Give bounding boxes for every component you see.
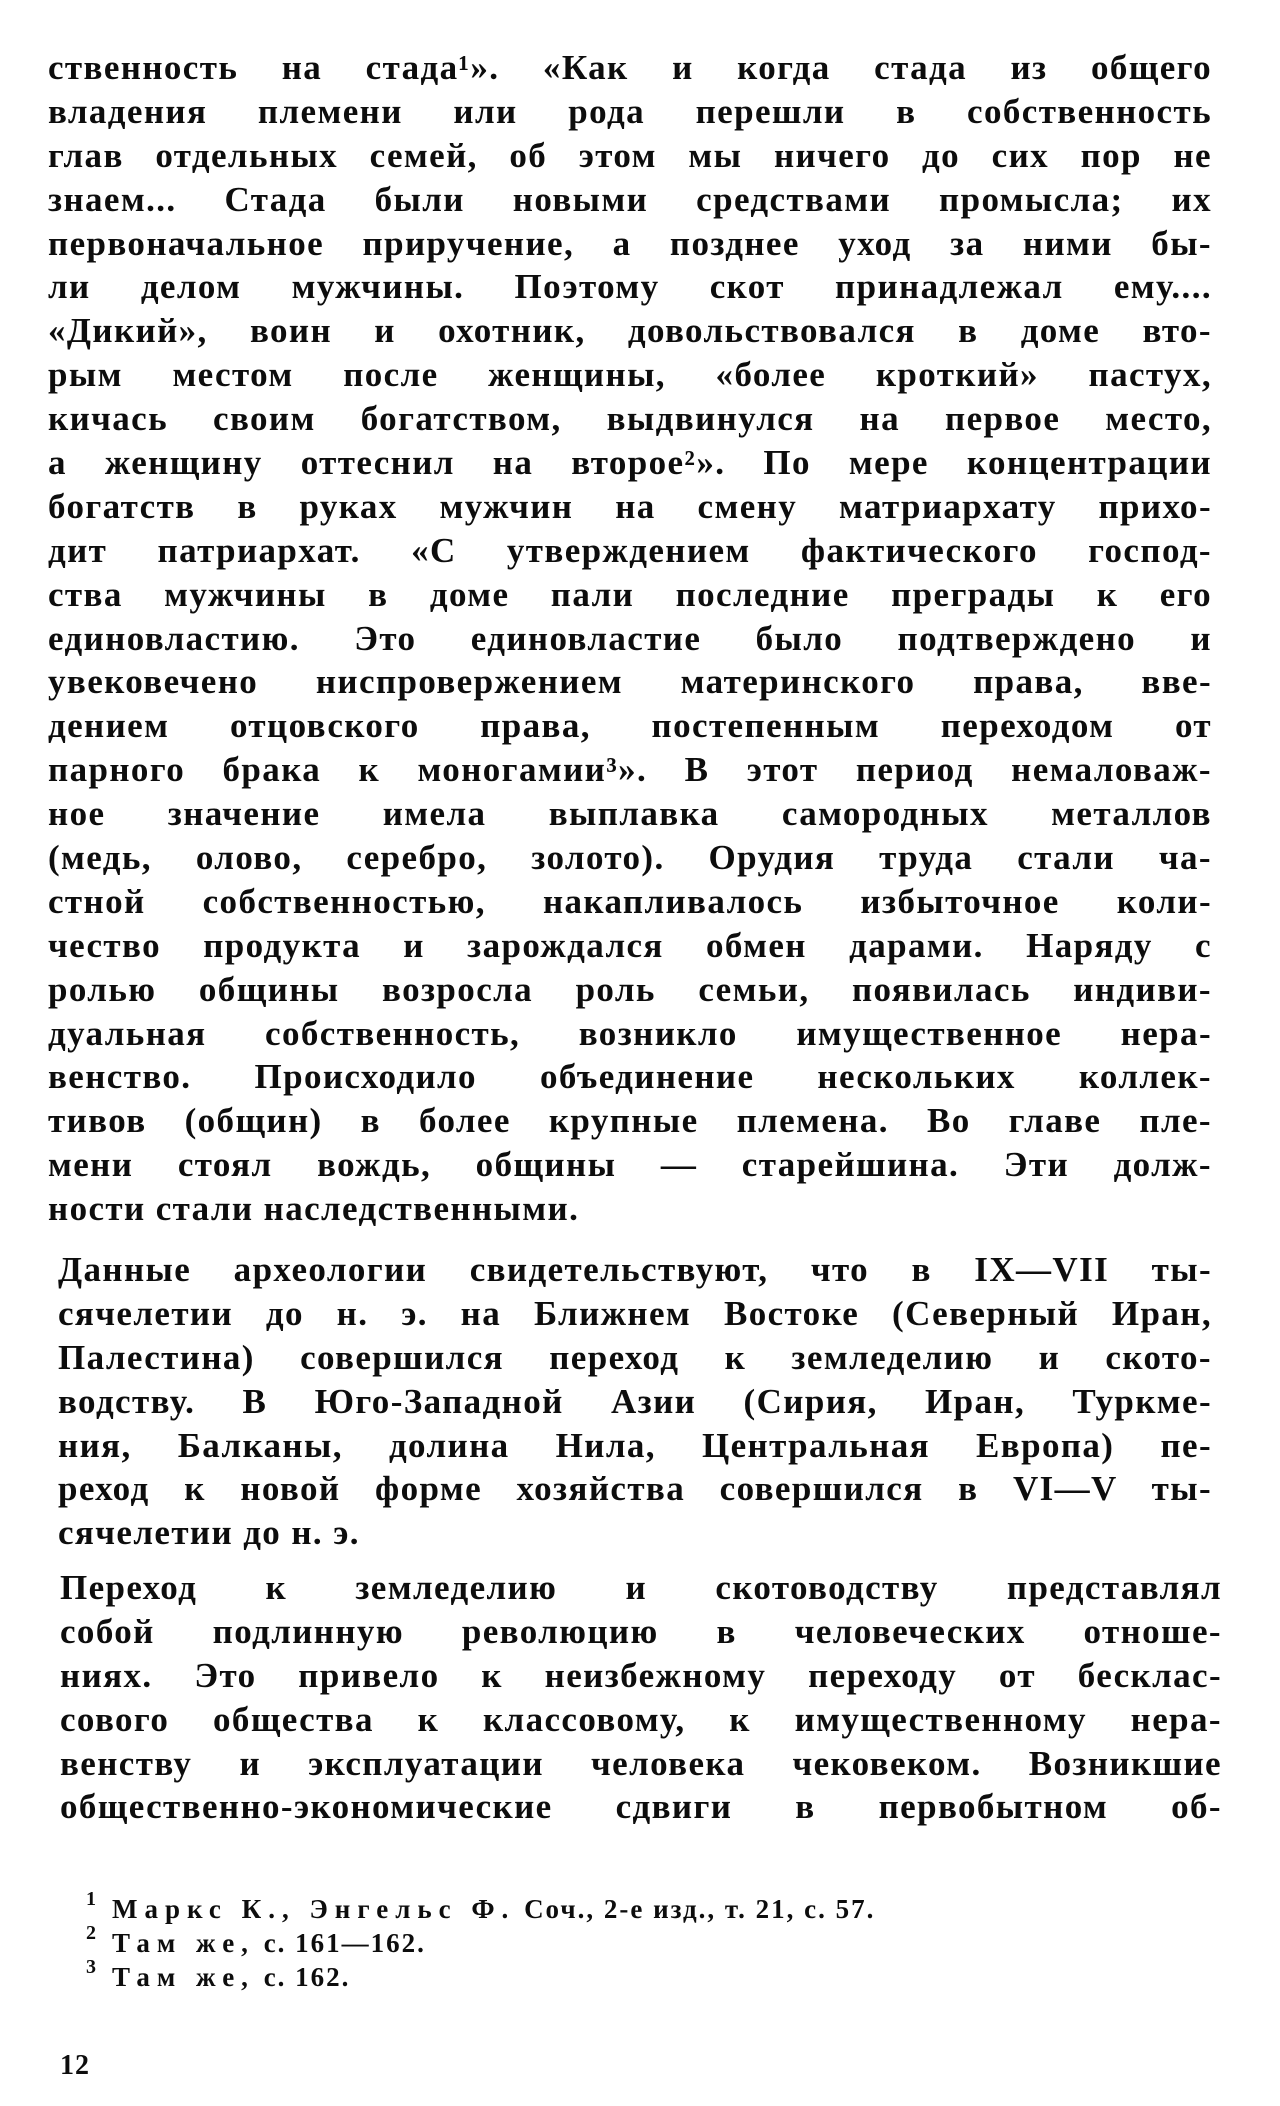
text-line: Переход к земледелию и скотоводству представлял [60, 1568, 1222, 1607]
footnote-2 [86, 1922, 1112, 1960]
text-line: собой подлинную революцию в человеческих отноше- [60, 1611, 1222, 1651]
text-line: ниях. Это привело к неизбежному переходу от бесклас- [60, 1655, 1222, 1695]
text-line: сового общества к классовому, к имущественному нера- [60, 1699, 1222, 1739]
text-line: мени стоял вождь, общины — старейшина. Эти долж- [48, 1145, 1212, 1185]
text-line: а женщину оттеснил на второе²». По мере концентрации [48, 443, 1212, 483]
text-line: тивов (общин) в более крупные племена. Во главе пле- [48, 1101, 1212, 1141]
paragraph-1 [48, 46, 1212, 1231]
text-line: реход к новой форме хозяйства совершился в VI—V ты- [58, 1469, 1212, 1509]
text-line: первоначальное приручение, а позднее уход за ними бы- [48, 223, 1212, 263]
text-line: чество продукта и зарождался обмен дарами. Наряду с [48, 925, 1212, 965]
text-line: знаем... Стада были новыми средствами промысла; их [48, 179, 1212, 219]
text-line: сячелетии до н. э. на Ближнем Востоке (Северный Иран, [58, 1293, 1212, 1333]
footnotes [86, 1888, 1112, 1994]
footnote-text: с. 161—162. [254, 1928, 426, 1958]
text-line: глав отдельных семей, об этом мы ничего до сих пор не [48, 135, 1212, 175]
footnote-number: 2 [86, 1922, 98, 1944]
footnote-author: Маркс К., Энгельс Ф. [112, 1894, 516, 1924]
text-line: (медь, олово, серебро, золото). Орудия труда стали ча- [48, 838, 1212, 878]
footnote-number: 3 [86, 1956, 98, 1978]
text-line: венству и эксплуатации человека чековеком. Возникшие [60, 1743, 1222, 1783]
text-line: Данные археологии свидетельствуют, что в IX—VII ты- [58, 1250, 1212, 1289]
text-line: ния, Балканы, долина Нила, Центральная Европа) пе- [58, 1425, 1212, 1465]
text-line: «Дикий», воин и охотник, довольствовался в доме вто- [48, 311, 1212, 351]
text-line: увековечено ниспровержением материнского права, вве- [48, 662, 1212, 702]
text-line: водству. В Юго-Западной Азии (Сирия, Иран, Туркме- [58, 1381, 1212, 1421]
text-line: ности стали наследственными. [48, 1189, 580, 1229]
footnote-text: с. 162. [254, 1962, 351, 1992]
text-line: владения племени или рода перешли в собственность [48, 91, 1212, 131]
footnote-3 [86, 1956, 1112, 1994]
text-line: ли делом мужчины. Поэтому скот принадлежал ему.... [48, 267, 1212, 307]
text-line: сячелетии до н. э. [58, 1513, 360, 1553]
footnote-author: Там же, [112, 1962, 255, 1992]
text-line: венство. Происходило объединение нескольких коллек- [48, 1057, 1212, 1097]
footnote-number: 1 [86, 1888, 98, 1910]
text-line: общественно-экономические сдвиги в первобытном об- [60, 1787, 1222, 1827]
text-line: дением отцовского права, постепенным переходом от [48, 706, 1212, 746]
text-line: кичась своим богатством, выдвинулся на первое место, [48, 399, 1212, 439]
text-line: дит патриархат. «С утверждением фактического господ- [48, 530, 1212, 570]
text-line: дуальная собственность, возникло имущественное нера- [48, 1013, 1212, 1053]
text-line: единовластию. Это единовластие было подтверждено и [48, 618, 1212, 658]
text-line: Палестина) совершился переход к земледелию и ското- [58, 1337, 1212, 1377]
text-line: ролью общины возросла роль семьи, появилась индиви- [48, 969, 1212, 1009]
footnote-1 [86, 1888, 1112, 1926]
text-line: рым местом после женщины, «более кроткий» пастух, [48, 355, 1212, 395]
paragraph-3 [60, 1566, 1222, 1829]
text-line: ственность на стада¹». «Как и когда стада из общего [48, 48, 1212, 87]
footnote-author: Там же, [112, 1928, 255, 1958]
text-line: стной собственностью, накапливалось избыточное коли- [48, 881, 1212, 921]
text-line: ства мужчины в доме пали последние преграды к его [48, 574, 1212, 614]
text-line: богатств в руках мужчин на смену матриархату прихо- [48, 486, 1212, 526]
page-number: 12 [60, 2050, 90, 2081]
paragraph-2 [58, 1248, 1212, 1555]
footnote-text: Соч., 2-е изд., т. 21, с. 57. [515, 1894, 876, 1924]
text-line: парного брака к моногамии³». В этот период немаловаж- [48, 750, 1212, 790]
text-line: ное значение имела выплавка самородных металлов [48, 794, 1212, 834]
